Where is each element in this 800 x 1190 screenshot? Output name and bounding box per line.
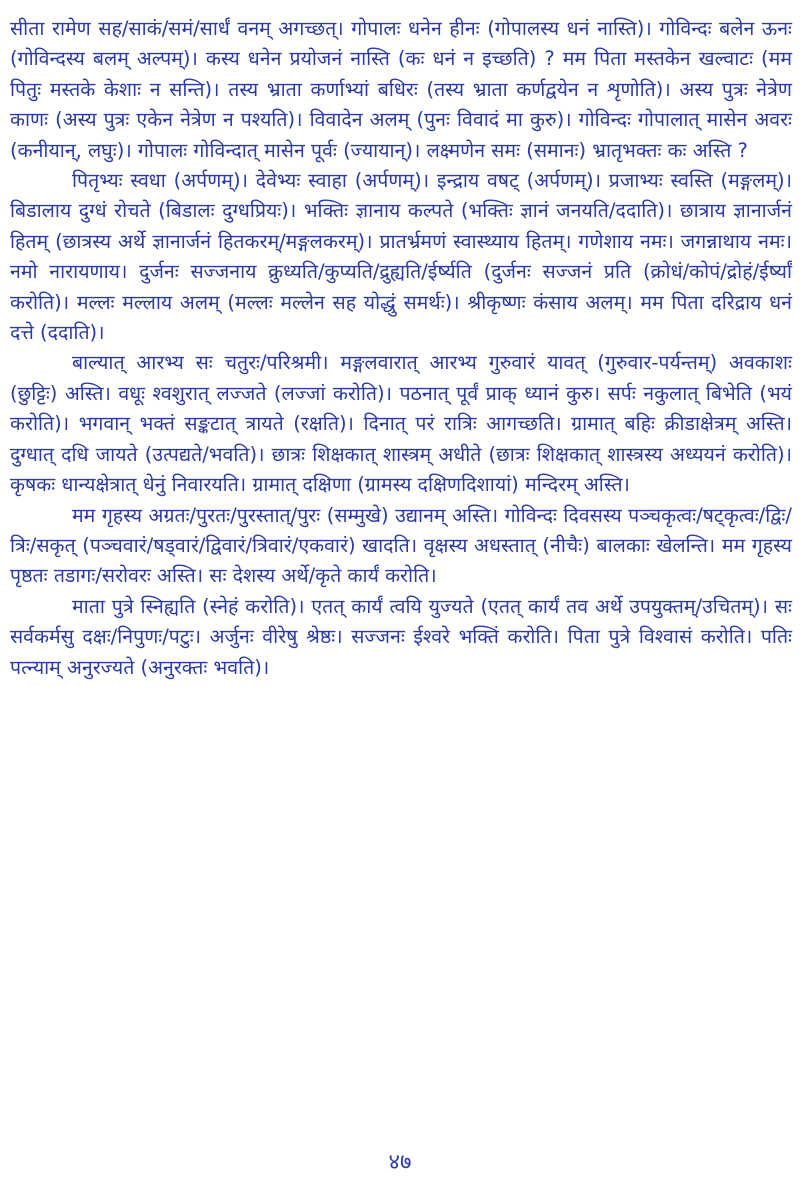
page-body bbox=[10, 14, 792, 683]
paragraph-3: बाल्यात् आरभ्य सः चतुरः/परिश्रमी। मङ्गलवारात् आरभ्य गुरुवारं यावत् (गुरुवार-पर्यन्तम्) अवकाशः (छुट्टिः) अस्ति। वधूः श्वशुरात् लज्जते (लज्जां करोति)। पठनात् पूर्वं प्राक् ध्यानं कुरु। सर्पः नकुलात् बिभेति (भयं करोति)। भगवान् भक्तं सङ्कटात् त्रायते (रक्षति)। दिनात् परं रात्रिः आगच्छति। ग्रामात् बहिः क्रीडाक्षेत्रम् अस्ति। दुग्धात् दधि जायते (उत्पद्यते/भवति)। छात्रः शिक्षकात् शास्त्रम् अधीते (छात्रः शिक्षकात् शास्त्रस्य अध्ययनं करोति)। कृषकः धान्यक्षेत्रात् धेनुं निवारयति। ग्रामात् दक्षिणा (ग्रामस्य दक्षिणदिशायां) मन्दिरम् अस्ति। bbox=[10, 351, 792, 497]
paragraph-5: माता पुत्रे स्निह्यति (स्नेहं करोति)। एतत् कार्यं त्वयि युज्यते (एतत् कार्यं तव अर्थे उपयुक्तम्/उचितम्)। सः सर्वकर्मसु दक्षः/निपुणः/पटुः। अर्जुनः वीरेषु श्रेष्ठः। सज्जनः ईश्वरे भक्तिं करोति। पिता पुत्रे विश्वासं करोति। पतिः पत्न्याम् अनुरज्यते (अनुरक्तः भवति)। bbox=[10, 594, 792, 679]
page-number: ४७ bbox=[388, 1150, 412, 1175]
paragraph-4: मम गृहस्य अग्रतः/पुरतः/पुरस्तात्/पुरः (सम्मुखे) उद्यानम् अस्ति। गोविन्दः दिवसस्य पञ्चकृत्वः/षट्कृत्वः/द्विः/त्रिः/सकृत् (पञ्चवारं/षड्वारं/द्विवारं/त्रिवारं/एकवारं) खादति। वृक्षस्य अधस्तात् (नीचैः) बालकाः खेलन्ति। मम गृहस्य पृष्ठतः तडागः/सरोवरः अस्ति। सः देशस्य अर्थे/कृते कार्यं करोति। bbox=[10, 503, 792, 588]
paragraph-2: पितृभ्यः स्वधा (अर्पणम्)। देवेभ्यः स्वाहा (अर्पणम्)। इन्द्राय वषट् (अर्पणम्)। प्रजाभ्यः स्वस्ति (मङ्गलम्)। बिडालाय दुग्धं रोचते (बिडालः दुग्धप्रियः)। भक्तिः ज्ञानाय कल्पते (भक्तिः ज्ञानं जनयति/ददाति)। छात्राय ज्ञानार्जनं हितम् (छात्रस्य अर्थे ज्ञानार्जनं हितकरम्/मङ्गलकरम्)। प्रातर्भ्रमणं स्वास्थ्याय हितम्। गणेशाय नमः। जगन्नाथाय नमः। नमो नारायणाय। दुर्जनः सज्जनाय क्रुध्यति/कुप्यति/द्रुह्यति/ईर्ष्यति (दुर्जनः सज्जनं प्रति (क्रोधं/कोपं/द्रोहं/ईर्ष्यां करोति)। मल्लः मल्लाय अलम् (मल्लः मल्लेन सह योद्धुं समर्थः)। श्रीकृष्णः कंसाय अलम्। मम पिता दरिद्राय धनं दत्ते (ददाति)। bbox=[10, 169, 792, 345]
paragraph-1: सीता रामेण सह/साकं/समं/सार्धं वनम् अगच्छत्। गोपालः धनेन हीनः (गोपालस्य धनं नास्ति)। गोविन्दः बलेन ऊनः (गोविन्दस्य बलम् अल्पम्)। कस्य धनेन प्रयोजनं नास्ति (कः धनं न इच्छति) ? मम पिता मस्तकेन खल्वाटः (मम पितुः मस्तके केशाः न सन्ति)। तस्य भ्राता कर्णाभ्यां बधिरः (तस्य भ्राता कर्णद्वयेन न शृणोति)। अस्य पुत्रः नेत्रेण काणः (अस्य पुत्रः एकेन नेत्रेण न पश्यति)। विवादेन अलम् (पुनः विवादं मा कुरु)। गोविन्दः गोपालात् मासेन अवरः (कनीयान्, लघुः)। गोपालः गोविन्दात् मासेन पूर्वः (ज्यायान्)। लक्ष्मणेन समः (समानः) भ्रातृभक्तः कः अस्ति ? bbox=[10, 17, 792, 162]
